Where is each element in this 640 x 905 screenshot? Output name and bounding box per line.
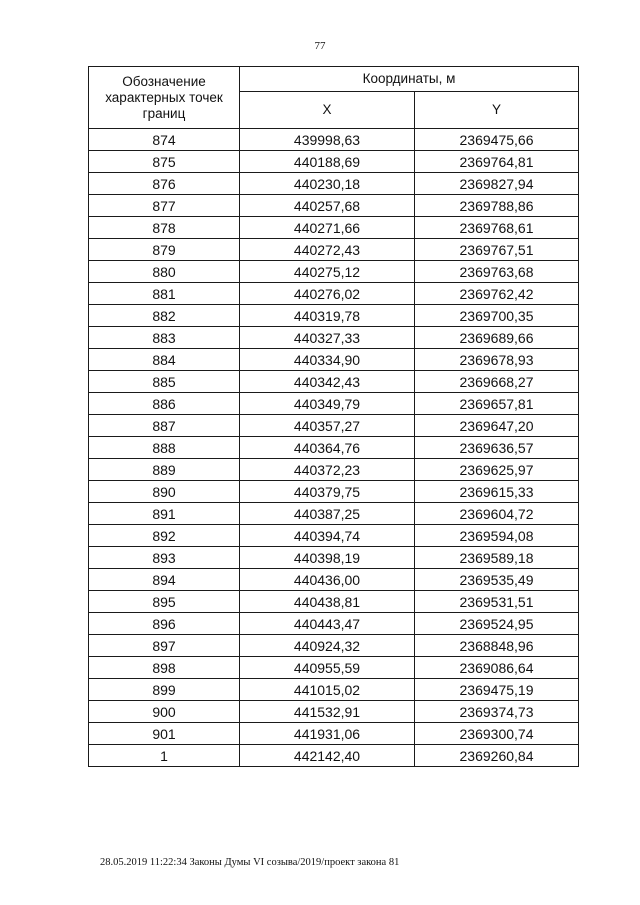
- table-row: [89, 151, 579, 173]
- y-coordinate-cell: 2369657,81: [415, 393, 579, 415]
- point-number-cell: 893: [89, 547, 240, 569]
- x-coordinate-cell: 440443,47: [240, 613, 415, 635]
- table-row: [89, 371, 579, 393]
- table-row: [89, 305, 579, 327]
- table-row: [89, 745, 579, 767]
- y-coordinate-cell: 2369535,49: [415, 569, 579, 591]
- x-coordinate-cell: 440372,23: [240, 459, 415, 481]
- y-coordinate-cell: 2369531,51: [415, 591, 579, 613]
- table-row: [89, 679, 579, 701]
- point-number-cell: 891: [89, 503, 240, 525]
- table-row: [89, 569, 579, 591]
- table-row: [89, 437, 579, 459]
- point-number-cell: 879: [89, 239, 240, 261]
- y-coordinate-cell: 2369625,97: [415, 459, 579, 481]
- point-number-cell: 896: [89, 613, 240, 635]
- table-row: [89, 283, 579, 305]
- y-coordinate-cell: 2369475,19: [415, 679, 579, 701]
- y-coordinate-cell: 2369086,64: [415, 657, 579, 679]
- point-number-cell: 884: [89, 349, 240, 371]
- x-coordinate-cell: 440342,43: [240, 371, 415, 393]
- table-row: [89, 481, 579, 503]
- y-coordinate-cell: 2369589,18: [415, 547, 579, 569]
- table-body: [89, 129, 579, 767]
- table-row: [89, 261, 579, 283]
- table-row: [89, 459, 579, 481]
- point-number-cell: 898: [89, 657, 240, 679]
- point-number-cell: 901: [89, 723, 240, 745]
- point-number-cell: 887: [89, 415, 240, 437]
- document-footer: 28.05.2019 11:22:34 Законы Думы VI созыва/2019/проект закона 81: [100, 857, 400, 868]
- coordinates-table: [88, 66, 579, 767]
- y-coordinate-cell: 2369647,20: [415, 415, 579, 437]
- header-x: X: [240, 92, 415, 129]
- y-coordinate-cell: 2369260,84: [415, 745, 579, 767]
- table-row: [89, 415, 579, 437]
- table-row: [89, 239, 579, 261]
- point-number-cell: 875: [89, 151, 240, 173]
- point-number-cell: 878: [89, 217, 240, 239]
- table-row: [89, 393, 579, 415]
- y-coordinate-cell: 2369604,72: [415, 503, 579, 525]
- x-coordinate-cell: 440924,32: [240, 635, 415, 657]
- table-row: [89, 173, 579, 195]
- header-point-designation: Обозначение характерных точек границ: [89, 67, 240, 129]
- x-coordinate-cell: 440334,90: [240, 349, 415, 371]
- y-coordinate-cell: 2369636,57: [415, 437, 579, 459]
- x-coordinate-cell: 440327,33: [240, 327, 415, 349]
- y-coordinate-cell: 2369678,93: [415, 349, 579, 371]
- point-number-cell: 899: [89, 679, 240, 701]
- x-coordinate-cell: 441931,06: [240, 723, 415, 745]
- y-coordinate-cell: 2369668,27: [415, 371, 579, 393]
- point-number-cell: 897: [89, 635, 240, 657]
- x-coordinate-cell: 440379,75: [240, 481, 415, 503]
- x-coordinate-cell: 440319,78: [240, 305, 415, 327]
- x-coordinate-cell: 440188,69: [240, 151, 415, 173]
- table-row: [89, 613, 579, 635]
- x-coordinate-cell: 440387,25: [240, 503, 415, 525]
- table-row: [89, 525, 579, 547]
- point-number-cell: 877: [89, 195, 240, 217]
- y-coordinate-cell: 2369700,35: [415, 305, 579, 327]
- x-coordinate-cell: 440271,66: [240, 217, 415, 239]
- x-coordinate-cell: 440438,81: [240, 591, 415, 613]
- point-number-cell: 895: [89, 591, 240, 613]
- table-row: [89, 503, 579, 525]
- table-row: [89, 635, 579, 657]
- table-row: [89, 195, 579, 217]
- y-coordinate-cell: 2369788,86: [415, 195, 579, 217]
- table-row: [89, 129, 579, 151]
- y-coordinate-cell: 2369768,61: [415, 217, 579, 239]
- x-coordinate-cell: 442142,40: [240, 745, 415, 767]
- table-row: [89, 701, 579, 723]
- x-coordinate-cell: 440349,79: [240, 393, 415, 415]
- header-y: Y: [415, 92, 579, 129]
- x-coordinate-cell: 440364,76: [240, 437, 415, 459]
- y-coordinate-cell: 2369689,66: [415, 327, 579, 349]
- point-number-cell: 900: [89, 701, 240, 723]
- point-number-cell: 889: [89, 459, 240, 481]
- x-coordinate-cell: 440955,59: [240, 657, 415, 679]
- point-number-cell: 882: [89, 305, 240, 327]
- x-coordinate-cell: 440436,00: [240, 569, 415, 591]
- y-coordinate-cell: 2369615,33: [415, 481, 579, 503]
- table-row: [89, 217, 579, 239]
- point-number-cell: 880: [89, 261, 240, 283]
- y-coordinate-cell: 2369827,94: [415, 173, 579, 195]
- point-number-cell: 883: [89, 327, 240, 349]
- y-coordinate-cell: 2369762,42: [415, 283, 579, 305]
- y-coordinate-cell: 2369300,74: [415, 723, 579, 745]
- point-number-cell: 894: [89, 569, 240, 591]
- point-number-cell: 888: [89, 437, 240, 459]
- point-number-cell: 876: [89, 173, 240, 195]
- y-coordinate-cell: 2369767,51: [415, 239, 579, 261]
- x-coordinate-cell: 440275,12: [240, 261, 415, 283]
- point-number-cell: 886: [89, 393, 240, 415]
- y-coordinate-cell: 2369524,95: [415, 613, 579, 635]
- point-number-cell: 890: [89, 481, 240, 503]
- y-coordinate-cell: 2369374,73: [415, 701, 579, 723]
- x-coordinate-cell: 440257,68: [240, 195, 415, 217]
- point-number-cell: 885: [89, 371, 240, 393]
- x-coordinate-cell: 439998,63: [240, 129, 415, 151]
- y-coordinate-cell: 2369475,66: [415, 129, 579, 151]
- x-coordinate-cell: 440357,27: [240, 415, 415, 437]
- y-coordinate-cell: 2368848,96: [415, 635, 579, 657]
- x-coordinate-cell: 441532,91: [240, 701, 415, 723]
- table-row: [89, 349, 579, 371]
- table-row: [89, 327, 579, 349]
- table-row: [89, 591, 579, 613]
- point-number-cell: 874: [89, 129, 240, 151]
- y-coordinate-cell: 2369594,08: [415, 525, 579, 547]
- table-row: [89, 723, 579, 745]
- x-coordinate-cell: 440398,19: [240, 547, 415, 569]
- y-coordinate-cell: 2369764,81: [415, 151, 579, 173]
- point-number-cell: 881: [89, 283, 240, 305]
- x-coordinate-cell: 440230,18: [240, 173, 415, 195]
- x-coordinate-cell: 440272,43: [240, 239, 415, 261]
- page-number: 77: [314, 40, 326, 52]
- header-coordinates: Координаты, м: [240, 67, 579, 92]
- y-coordinate-cell: 2369763,68: [415, 261, 579, 283]
- x-coordinate-cell: 441015,02: [240, 679, 415, 701]
- point-number-cell: 892: [89, 525, 240, 547]
- x-coordinate-cell: 440394,74: [240, 525, 415, 547]
- table-row: [89, 657, 579, 679]
- point-number-cell: 1: [89, 745, 240, 767]
- x-coordinate-cell: 440276,02: [240, 283, 415, 305]
- table-header: [89, 67, 579, 129]
- table-row: [89, 547, 579, 569]
